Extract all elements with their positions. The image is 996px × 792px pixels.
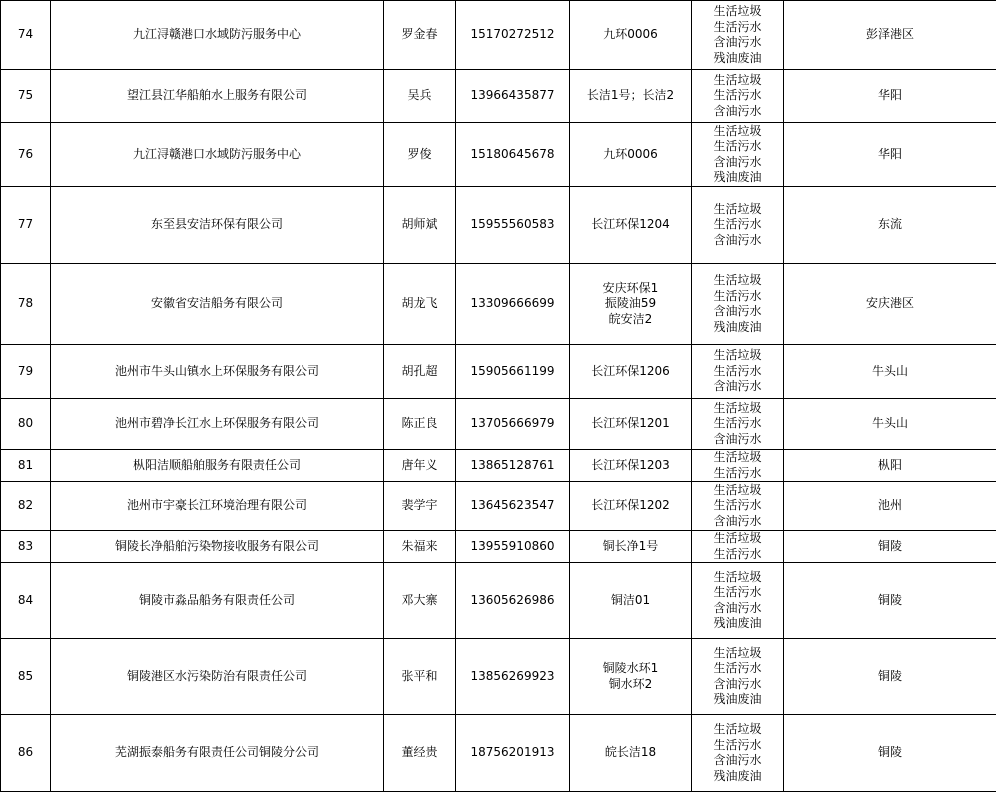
service-type: 残油废油 (694, 51, 781, 67)
service-type: 含油污水 (694, 155, 781, 171)
phone-number: 18756201913 (456, 715, 570, 792)
contact-person: 陈正良 (384, 399, 456, 450)
vessel-name: 皖安洁2 (572, 312, 689, 328)
table-row (1, 482, 996, 531)
row-number: 78 (1, 264, 51, 345)
vessel-names (570, 123, 692, 187)
service-type: 生活污水 (694, 139, 781, 155)
service-type: 残油废油 (694, 769, 781, 785)
table-row (1, 187, 996, 264)
company-name: 九江浔赣港口水域防污服务中心 (51, 1, 384, 70)
phone-number: 15170272512 (456, 1, 570, 70)
phone-number: 13856269923 (456, 639, 570, 715)
vessel-name: 铜陵水环1 (572, 661, 689, 677)
vessel-names (570, 715, 692, 792)
table-row (1, 70, 996, 123)
row-number: 74 (1, 1, 51, 70)
service-type: 生活污水 (694, 20, 781, 36)
service-type: 生活垃圾 (694, 483, 781, 499)
service-area: 池州 (784, 482, 996, 531)
vessel-name: 安庆环保1 (572, 281, 689, 297)
phone-number: 13645623547 (456, 482, 570, 531)
row-number: 79 (1, 345, 51, 399)
service-types (692, 123, 784, 187)
company-name: 池州市碧净长江水上环保服务有限公司 (51, 399, 384, 450)
phone-number: 13309666699 (456, 264, 570, 345)
service-types (692, 399, 784, 450)
service-type: 含油污水 (694, 104, 781, 120)
service-area: 东流 (784, 187, 996, 264)
service-types (692, 264, 784, 345)
phone-number: 13966435877 (456, 70, 570, 123)
company-name: 铜陵长净船舶污染物接收服务有限公司 (51, 531, 384, 563)
service-type: 生活垃圾 (694, 4, 781, 20)
vessel-names (570, 1, 692, 70)
vessel-names (570, 450, 692, 482)
contact-person: 胡龙飞 (384, 264, 456, 345)
contact-person: 朱福来 (384, 531, 456, 563)
row-number: 80 (1, 399, 51, 450)
table-row (1, 1, 996, 70)
vessel-name: 长江环保1201 (572, 416, 689, 432)
table-row (1, 639, 996, 715)
service-type: 含油污水 (694, 35, 781, 51)
vessel-name: 九环0006 (572, 27, 689, 43)
service-type: 含油污水 (694, 514, 781, 530)
row-number: 76 (1, 123, 51, 187)
row-number: 86 (1, 715, 51, 792)
company-name: 望江县江华船舶水上服务有限公司 (51, 70, 384, 123)
vessel-names (570, 563, 692, 639)
service-type: 含油污水 (694, 379, 781, 395)
row-number: 77 (1, 187, 51, 264)
company-name: 九江浔赣港口水域防污服务中心 (51, 123, 384, 187)
vessel-name: 铜洁01 (572, 593, 689, 609)
service-type: 生活垃圾 (694, 273, 781, 289)
service-area: 牛头山 (784, 399, 996, 450)
vessel-name: 皖长洁18 (572, 745, 689, 761)
table-row (1, 531, 996, 563)
contact-person: 唐年义 (384, 450, 456, 482)
table-row (1, 563, 996, 639)
company-name: 铜陵港区水污染防治有限责任公司 (51, 639, 384, 715)
table-row (1, 345, 996, 399)
vessel-names (570, 482, 692, 531)
service-type: 生活垃圾 (694, 73, 781, 89)
row-number: 83 (1, 531, 51, 563)
service-type: 生活垃圾 (694, 202, 781, 218)
service-area: 铜陵 (784, 531, 996, 563)
service-type: 生活污水 (694, 416, 781, 432)
service-type: 残油废油 (694, 320, 781, 336)
vessel-name: 铜长净1号 (572, 539, 689, 555)
phone-number: 13705666979 (456, 399, 570, 450)
service-area: 安庆港区 (784, 264, 996, 345)
company-name: 铜陵市淼品船务有限责任公司 (51, 563, 384, 639)
service-area: 牛头山 (784, 345, 996, 399)
service-type: 生活垃圾 (694, 401, 781, 417)
vessel-name: 铜水环2 (572, 677, 689, 693)
service-area: 铜陵 (784, 563, 996, 639)
contact-person: 邓大寨 (384, 563, 456, 639)
contact-person: 吴兵 (384, 70, 456, 123)
service-type: 生活污水 (694, 217, 781, 233)
service-type: 生活污水 (694, 585, 781, 601)
service-type: 生活污水 (694, 738, 781, 754)
vessel-name: 长江环保1204 (572, 217, 689, 233)
service-type: 生活污水 (694, 547, 781, 563)
table-row (1, 450, 996, 482)
table-row (1, 264, 996, 345)
row-number: 82 (1, 482, 51, 531)
service-types (692, 715, 784, 792)
contact-person: 罗金春 (384, 1, 456, 70)
service-types (692, 345, 784, 399)
service-type: 生活污水 (694, 289, 781, 305)
contact-person: 胡师斌 (384, 187, 456, 264)
service-area: 铜陵 (784, 715, 996, 792)
service-type: 含油污水 (694, 432, 781, 448)
table-row (1, 399, 996, 450)
vessel-names (570, 399, 692, 450)
service-types (692, 187, 784, 264)
table-row (1, 715, 996, 792)
vessel-name: 长江环保1206 (572, 364, 689, 380)
service-type: 含油污水 (694, 677, 781, 693)
vessel-names (570, 70, 692, 123)
vessel-names (570, 531, 692, 563)
service-type: 生活垃圾 (694, 124, 781, 140)
service-type: 生活污水 (694, 498, 781, 514)
service-area: 铜陵 (784, 639, 996, 715)
vessel-names (570, 187, 692, 264)
service-type: 生活垃圾 (694, 722, 781, 738)
service-type: 含油污水 (694, 304, 781, 320)
contact-person: 胡孔超 (384, 345, 456, 399)
contact-person: 董经贵 (384, 715, 456, 792)
row-number: 81 (1, 450, 51, 482)
service-area: 枞阳 (784, 450, 996, 482)
phone-number: 15955560583 (456, 187, 570, 264)
service-type: 含油污水 (694, 601, 781, 617)
phone-number: 13605626986 (456, 563, 570, 639)
row-number: 85 (1, 639, 51, 715)
service-type: 生活垃圾 (694, 570, 781, 586)
vessel-names (570, 345, 692, 399)
phone-number: 15905661199 (456, 345, 570, 399)
service-types (692, 639, 784, 715)
vessel-name: 长江环保1202 (572, 498, 689, 514)
service-type: 生活垃圾 (694, 348, 781, 364)
service-types (692, 450, 784, 482)
service-type: 含油污水 (694, 233, 781, 249)
vessel-name: 长江环保1203 (572, 458, 689, 474)
vessel-names (570, 264, 692, 345)
company-name: 池州市牛头山镇水上环保服务有限公司 (51, 345, 384, 399)
phone-number: 15180645678 (456, 123, 570, 187)
company-name: 芜湖振泰船务有限责任公司铜陵分公司 (51, 715, 384, 792)
service-area: 华阳 (784, 70, 996, 123)
service-type: 生活污水 (694, 88, 781, 104)
service-area: 华阳 (784, 123, 996, 187)
service-area: 彭泽港区 (784, 1, 996, 70)
row-number: 84 (1, 563, 51, 639)
service-type: 残油废油 (694, 170, 781, 186)
service-type: 残油废油 (694, 616, 781, 632)
service-type: 含油污水 (694, 753, 781, 769)
service-type: 生活垃圾 (694, 646, 781, 662)
service-type: 残油废油 (694, 692, 781, 708)
vessel-name: 振陵油59 (572, 296, 689, 312)
service-type: 生活垃圾 (694, 450, 781, 466)
phone-number: 13865128761 (456, 450, 570, 482)
service-type: 生活垃圾 (694, 531, 781, 547)
phone-number: 13955910860 (456, 531, 570, 563)
vessel-name: 九环0006 (572, 147, 689, 163)
company-name: 安徽省安洁船务有限公司 (51, 264, 384, 345)
company-name: 池州市宇豪长江环境治理有限公司 (51, 482, 384, 531)
company-name: 枞阳洁顺船舶服务有限责任公司 (51, 450, 384, 482)
vessel-names (570, 639, 692, 715)
vessel-name: 长洁1号；长洁2 (572, 88, 689, 104)
contact-person: 裴学宇 (384, 482, 456, 531)
row-number: 75 (1, 70, 51, 123)
service-type: 生活污水 (694, 661, 781, 677)
service-type: 生活污水 (694, 466, 781, 482)
service-types (692, 482, 784, 531)
service-types (692, 531, 784, 563)
service-types (692, 1, 784, 70)
service-types (692, 563, 784, 639)
service-types (692, 70, 784, 123)
company-name: 东至县安洁环保有限公司 (51, 187, 384, 264)
contact-person: 罗俊 (384, 123, 456, 187)
contact-person: 张平和 (384, 639, 456, 715)
table-row (1, 123, 996, 187)
service-type: 生活污水 (694, 364, 781, 380)
